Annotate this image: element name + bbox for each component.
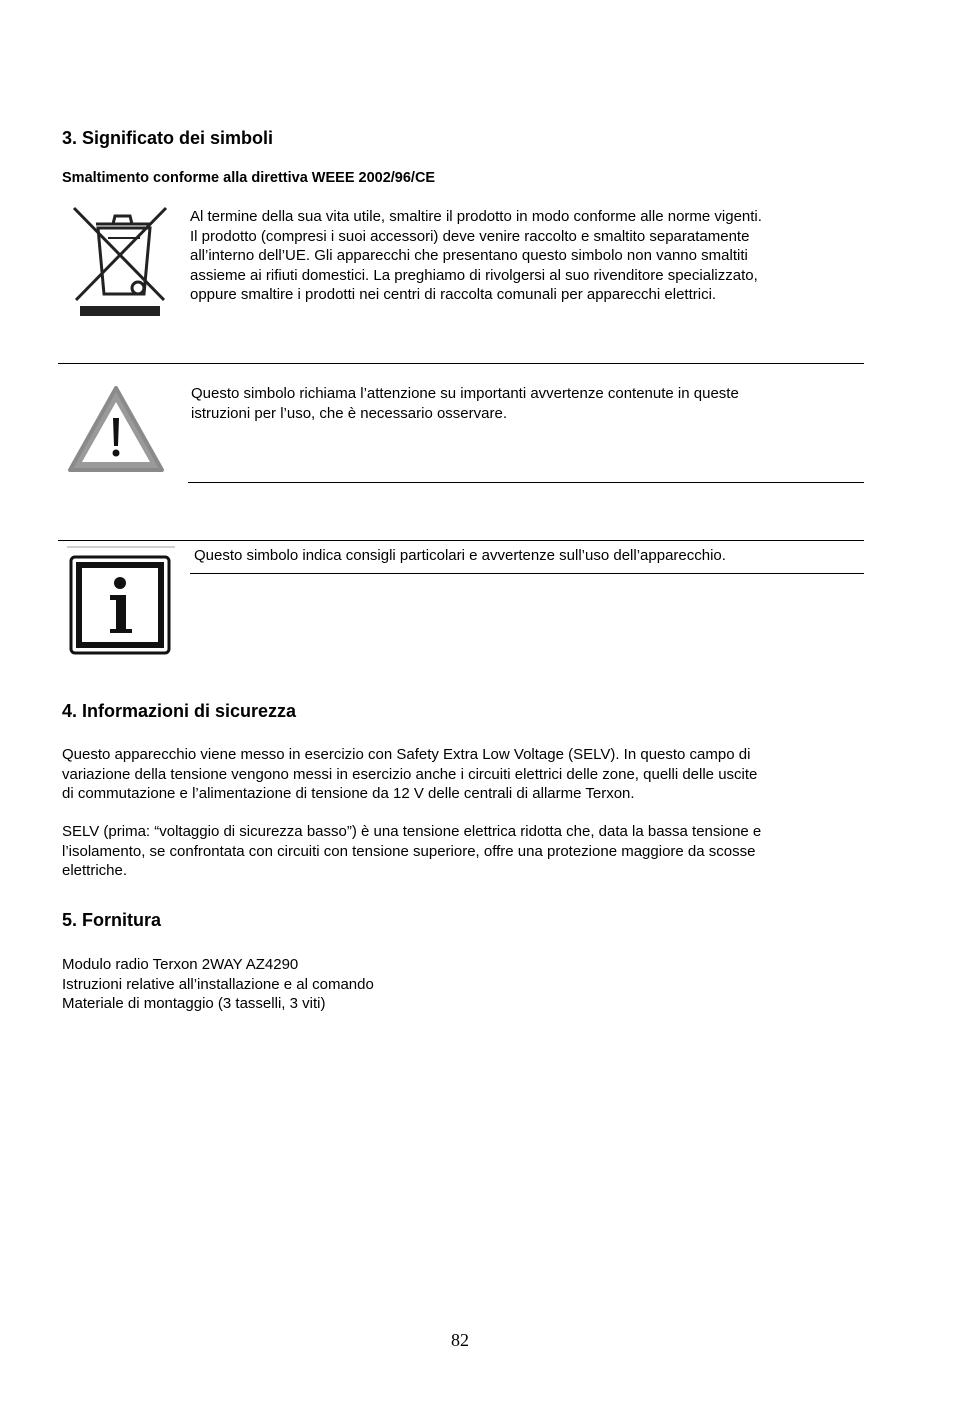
list-item: Istruzioni relative all’installazione e al comando bbox=[62, 975, 374, 993]
weee-text-line: Al termine della sua vita utile, smaltire il prodotto in modo conforme alle norme vigenti. bbox=[190, 208, 762, 225]
page-number: 82 bbox=[451, 1330, 469, 1350]
divider bbox=[58, 540, 864, 541]
weee-text-line: assieme ai rifiuti domestici. La preghiamo di rivolgersi al suo rivenditore specializzato, bbox=[190, 266, 758, 284]
safety-paragraph-1 bbox=[62, 745, 757, 804]
paragraph-line: variazione della tensione vengono messi in esercizio anche i circuiti elettrici delle zone, quelli delle uscite bbox=[62, 765, 758, 783]
divider bbox=[58, 363, 864, 364]
paragraph-line: SELV (prima: “voltaggio di sicurezza basso”) è una tensione elettrica ridotta che, data la bassa tensione e bbox=[62, 823, 762, 840]
section4-title: 4. Informazioni di sicurezza bbox=[62, 701, 297, 721]
weee-text bbox=[190, 207, 762, 305]
paragraph-line: Questo apparecchio viene messo in esercizio con Safety Extra Low Voltage (SELV). In questo campo di bbox=[62, 746, 751, 763]
divider bbox=[188, 482, 864, 483]
supply-list bbox=[62, 955, 374, 1014]
list-item: Modulo radio Terxon 2WAY AZ4290 bbox=[62, 956, 299, 973]
paragraph-line: di commutazione e l’alimentazione di tensione da 12 V delle centrali di allarme Terxon. bbox=[62, 785, 635, 802]
weee-text-line: oppure smaltire i prodotti nei centri di raccolta comunali per apparecchi elettrici. bbox=[190, 286, 717, 303]
list-item: Materiale di montaggio (3 tasselli, 3 viti) bbox=[62, 995, 326, 1012]
section3-title: 3. Significato dei simboli bbox=[62, 128, 274, 148]
warning-text-line: istruzioni per l’uso, che è necessario osservare. bbox=[191, 404, 507, 422]
divider bbox=[190, 573, 864, 574]
warning-triangle-icon bbox=[64, 382, 168, 476]
info-icon bbox=[66, 545, 176, 657]
paragraph-line: l’isolamento, se confrontata con circuiti con tensione superiore, offre una protezione maggiore da scosse bbox=[62, 842, 756, 860]
weee-text-line: Il prodotto (compresi i suoi accessori) deve venire raccolto e smaltito separatamente bbox=[190, 227, 750, 245]
crossed-out-wheelie-bin-icon bbox=[68, 202, 172, 320]
safety-paragraph-2 bbox=[62, 822, 761, 881]
section5-title: 5. Fornitura bbox=[62, 910, 162, 930]
weee-heading: Smaltimento conforme alla direttiva WEEE 2002/96/CE bbox=[62, 170, 436, 186]
weee-text-line: all’interno dell’UE. Gli apparecchi che presentano questo simbolo non vanno smaltiti bbox=[190, 247, 748, 264]
paragraph-line: elettriche. bbox=[62, 862, 128, 879]
info-text: Questo simbolo indica consigli particolari e avvertenze sull’uso dell’apparecchio. bbox=[194, 547, 726, 564]
warning-text-line: Questo simbolo richiama l’attenzione su importanti avvertenze contenute in queste bbox=[191, 385, 739, 402]
warning-text bbox=[191, 384, 739, 423]
